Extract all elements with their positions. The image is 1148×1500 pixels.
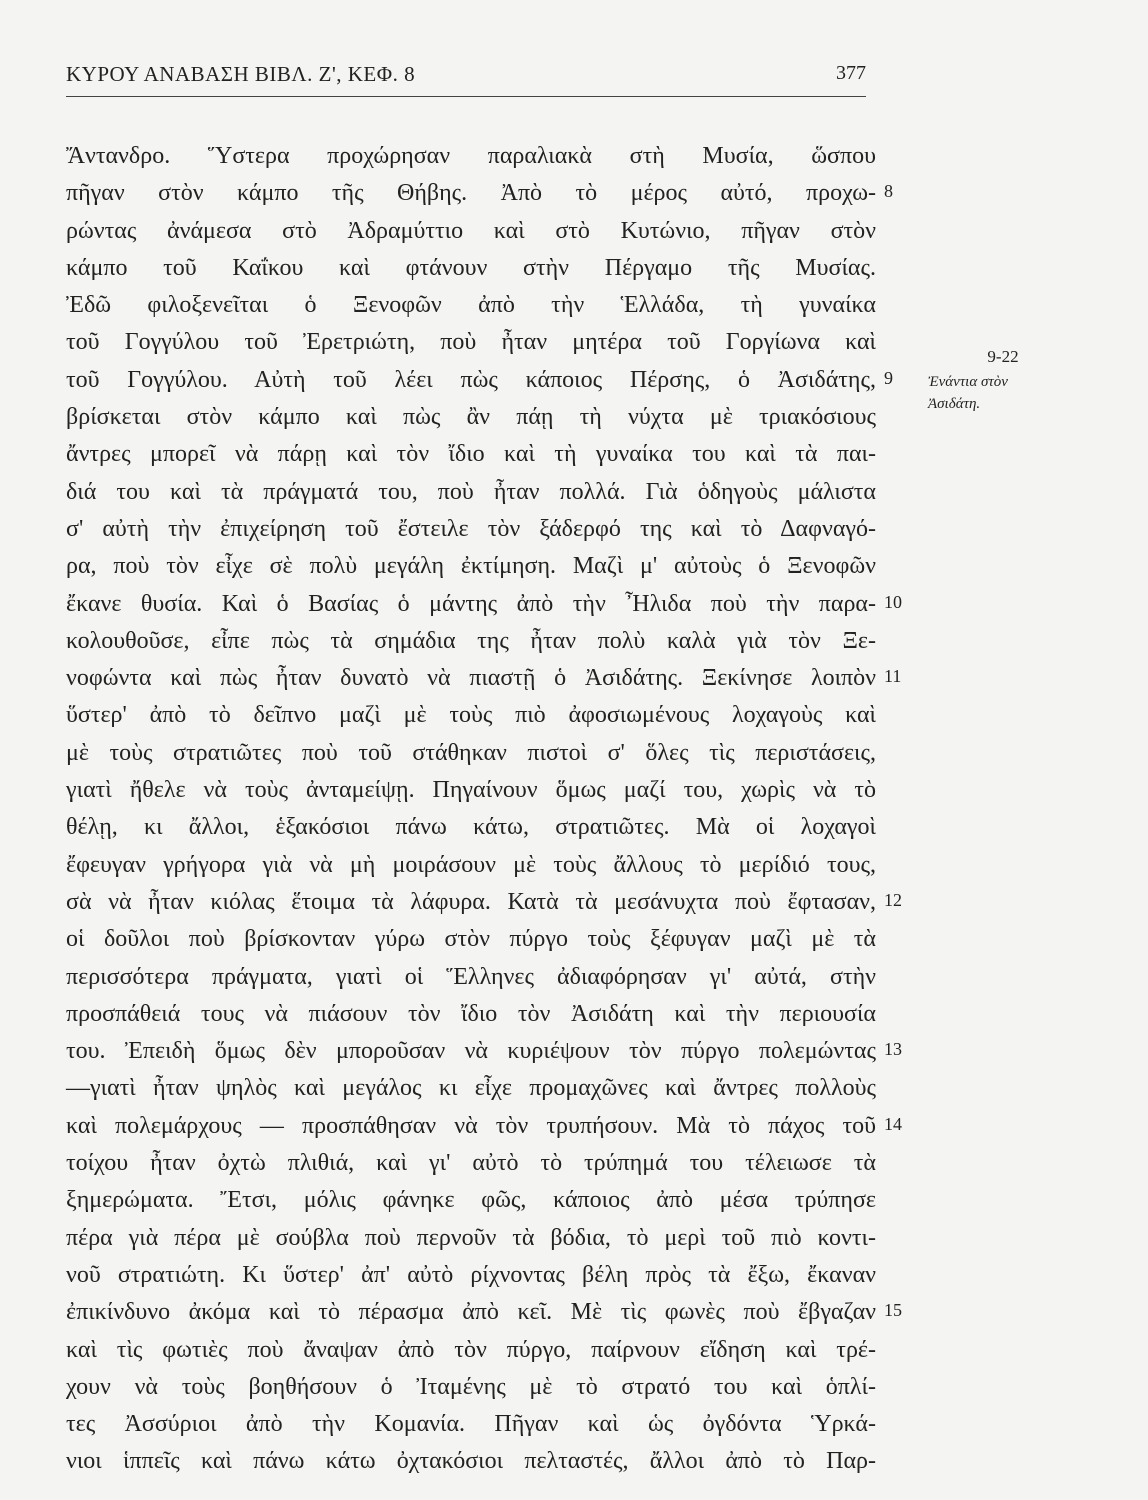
text-line: ὕστερ' ἀπὸ τὸ δεῖπνο μαζὶ μὲ τοὺς πιὸ ἀφοσιωμένους λοχαγοὺς καὶ: [66, 702, 876, 729]
text-line: οἱ δοῦλοι ποὺ βρίσκονταν γύρω στὸν πύργο τοὺς ξέφυγαν μαζὶ μὲ τὰ: [66, 926, 876, 953]
text-line: περισσότερα πράγματα, γιατὶ οἱ Ἕλληνες ἀδιαφόρησαν γι' αὐτά, στὴν: [66, 963, 876, 990]
section-number: 9: [884, 367, 893, 388]
section-number: 8: [884, 181, 893, 202]
body-text: [66, 138, 876, 1481]
text-line: ἄντρες μπορεῖ νὰ πάρῃ καὶ τὸν ἴδιο καὶ τὴ γυναίκα του καὶ τὰ παι-: [66, 441, 876, 468]
text-line: Ἄντανδρο. Ὕστερα προχώρησαν παραλιακὰ στὴ Μυσία, ὥσπου: [66, 143, 876, 169]
section-number: 11: [884, 666, 902, 687]
text-line: —γιατὶ ἦταν ψηλὸς καὶ μεγάλος κι εἶχε προμαχῶνες καὶ ἄντρες πολλοὺς: [66, 1075, 876, 1102]
text-line: τοίχου ἦταν ὀχτὼ πλιθιά, καὶ γι' αὐτὸ τὸ τρύπημά του τέλειωσε τὰ: [66, 1150, 876, 1177]
running-head-title: ΚΥΡΟΥ ΑΝΑΒΑΣΗ ΒΙΒΛ. Ζ', ΚΕΦ. 8: [66, 62, 416, 86]
text-line: θέλῃ, κι ἄλλοι, ἑξακόσιοι πάνω κάτω, στρατιῶτες. Μὰ οἱ λοχαγοὶ: [66, 814, 876, 841]
text-line: τες Ἀσσύριοι ἀπὸ τὴν Κομανία. Πῆγαν καὶ ὡς ὀγδόντα Ὑρκά-: [66, 1411, 876, 1438]
text-line: του. Ἐπειδὴ ὅμως δὲν μποροῦσαν νὰ κυριέψουν τὸν πύργο πολεμώντας: [66, 1038, 876, 1065]
text-line: χουν νὰ τοὺς βοηθήσουν ὁ Ἰταμένης μὲ τὸ στρατό του καὶ ὁπλί-: [66, 1373, 876, 1400]
text-line: τοῦ Γογγύλου τοῦ Ἐρετριώτη, ποὺ ἦταν μητέρα τοῦ Γοργίωνα καὶ: [66, 329, 876, 356]
running-header: [66, 62, 866, 97]
text-line: σὰ νὰ ἦταν κιόλας ἕτοιμα τὰ λάφυρα. Κατὰ τὰ μεσάνυχτα ποὺ ἔφτασαν,: [66, 888, 876, 915]
text-line: τοῦ Γογγύλου. Αὐτὴ τοῦ λέει πὼς κάποιος Πέρσης, ὁ Ἀσιδάτης,: [66, 366, 876, 393]
text-line: πέρα γιὰ πέρα μὲ σούβλα ποὺ περνοῦν τὰ βόδια, τὸ μερὶ τοῦ πιὸ κοντι-: [66, 1224, 876, 1251]
text-line: καὶ τὶς φωτιὲς ποὺ ἄναψαν ἀπὸ τὸν πύργο, παίρνουν εἴδηση καὶ τρέ-: [66, 1336, 876, 1363]
margin-note-range: 9-22: [987, 347, 1019, 366]
text-line: νιοι ἱππεῖς καὶ πάνω κάτω ὀχτακόσιοι πελταστές, ἄλλοι ἀπὸ τὸ Παρ-: [66, 1448, 876, 1475]
text-line: ξημερώματα. Ἔτσι, μόλις φάνηκε φῶς, κάποιος ἀπὸ μέσα τρύπησε: [66, 1187, 876, 1214]
text-line: νοῦ στρατιώτη. Κι ὕστερ' ἀπ' αὐτὸ ρίχνοντας βέλη πρὸς τὰ ἔξω, ἔκαναν: [66, 1261, 876, 1288]
margin-note-text-1: Ἐνάντια στὸν: [928, 374, 1008, 390]
section-number: 15: [884, 1300, 902, 1321]
section-number: 10: [884, 591, 902, 612]
section-number: 13: [884, 1039, 902, 1060]
margin-note: [928, 347, 1068, 415]
text-line: καὶ πολεμάρχους — προσπάθησαν νὰ τὸν τρυπήσουν. Μὰ τὸ πάχος τοῦ: [66, 1112, 876, 1139]
text-line: κολουθοῦσε, εἶπε πὼς τὰ σημάδια της ἦταν πολὺ καλὰ γιὰ τὸν Ξε-: [66, 627, 876, 654]
text-line: γιατὶ ἤθελε νὰ τοὺς ἀνταμείψῃ. Πηγαίνουν ὅμως μαζί του, χωρὶς νὰ τὸ: [66, 777, 876, 804]
text-line: ἔκανε θυσία. Καὶ ὁ Βασίας ὁ μάντης ἀπὸ τὴν Ἦλιδα ποὺ τὴν παρα-: [66, 590, 876, 617]
text-line: ρα, ποὺ τὸν εἶχε σὲ πολὺ μεγάλη ἐκτίμηση. Μαζὶ μ' αὐτοὺς ὁ Ξενοφῶν: [66, 553, 876, 580]
section-number: 12: [884, 890, 902, 910]
text-line: βρίσκεται στὸν κάμπο καὶ πὼς ἂν πάῃ τὴ νύχτα μὲ τριακόσιους: [66, 404, 876, 431]
text-line: πῆγαν στὸν κάμπο τῆς Θήβης. Ἀπὸ τὸ μέρος αὐτό, προχω-: [66, 180, 876, 207]
text-line: σ' αὐτὴ τὴν ἐπιχείρηση τοῦ ἔστειλε τὸν ξάδερφό της καὶ τὸ Δαφναγό-: [66, 515, 876, 542]
text-line: Ἐδῶ φιλοξενεῖται ὁ Ξενοφῶν ἀπὸ τὴν Ἑλλάδα, τὴ γυναίκα: [66, 292, 876, 319]
margin-note-text-2: Ἀσιδάτη.: [928, 396, 981, 412]
section-number: 14: [884, 1113, 902, 1134]
text-line: ρώντας ἀνάμεσα στὸ Ἀδραμύττιο καὶ στὸ Κυτώνιο, πῆγαν στὸν: [66, 217, 876, 244]
text-line: μὲ τοὺς στρατιῶτες ποὺ τοῦ στάθηκαν πιστοὶ σ' ὅλες τὶς περιστάσεις,: [66, 739, 876, 766]
text-line: ἔφευγαν γρήγορα γιὰ νὰ μὴ μοιράσουν μὲ τοὺς ἄλλους τὸ μερίδιό τους,: [66, 851, 876, 878]
text-line: κάμπο τοῦ Καΐκου καὶ φτάνουν στὴν Πέργαμο τῆς Μυσίας.: [66, 254, 876, 281]
text-line: ἐπικίνδυνο ἀκόμα καὶ τὸ πέρασμα ἀπὸ κεῖ. Μὲ τὶς φωνὲς ποὺ ἔβγαζαν: [66, 1299, 876, 1326]
text-line: προσπάθειά τους νὰ πιάσουν τὸν ἴδιο τὸν Ἀσιδάτη καὶ τὴν περιουσία: [66, 1000, 876, 1027]
text-line: διά του καὶ τὰ πράγματά του, ποὺ ἦταν πολλά. Γιὰ ὁδηγοὺς μάλιστα: [66, 478, 876, 505]
page-number: 377: [836, 62, 866, 84]
text-line: νοφώντα καὶ πὼς ἦταν δυνατὸ νὰ πιαστῇ ὁ Ἀσιδάτης. Ξεκίνησε λοιπὸν: [66, 665, 876, 692]
